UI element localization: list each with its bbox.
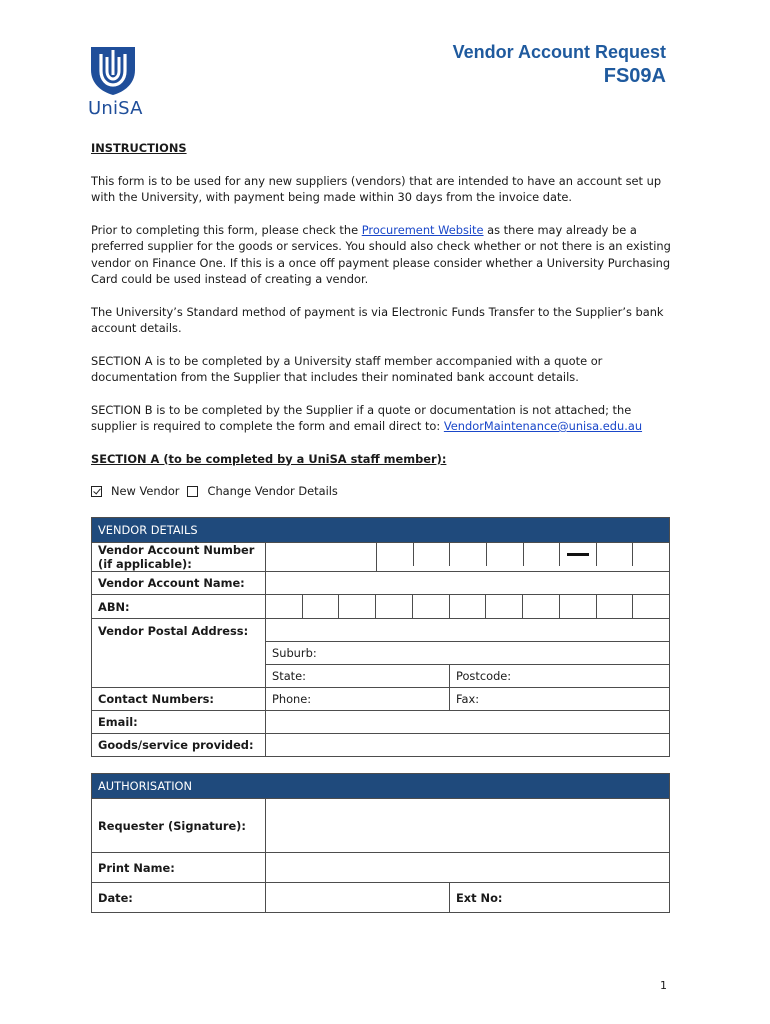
vendor-maintenance-email-link[interactable]: VendorMaintenance@unisa.edu.au xyxy=(443,419,643,433)
change-vendor-label: Change Vendor Details xyxy=(207,484,338,498)
page-number: 1 xyxy=(660,979,667,992)
p5-text: SECTION B is to be completed by the Supplier if a quote or documentation is not attached; the supplier is required to complete the form and email direct to: xyxy=(91,402,632,433)
p2-text-a: Prior to completing this form, please check the xyxy=(91,222,362,237)
account-name-field[interactable] xyxy=(266,572,670,595)
fax-field[interactable]: Fax: xyxy=(450,688,670,711)
account-number-label: Vendor Account Number (if applicable): xyxy=(92,543,266,572)
new-vendor-checkbox[interactable] xyxy=(91,486,102,497)
vendor-type-options xyxy=(91,484,338,498)
vendor-details-header: VENDOR DETAILS xyxy=(92,518,670,543)
authorisation-table xyxy=(91,773,670,913)
postcode-field[interactable]: Postcode: xyxy=(450,665,670,688)
instructions-p5 xyxy=(91,402,671,435)
dash-separator-icon xyxy=(567,553,589,556)
abn-boxes[interactable] xyxy=(266,595,670,619)
contact-numbers-label: Contact Numbers: xyxy=(92,688,266,711)
email-field[interactable] xyxy=(266,711,670,734)
section-a-heading: SECTION A (to be completed by a UniSA staff member): xyxy=(91,451,447,466)
ext-no-field[interactable]: Ext No: xyxy=(450,883,670,913)
procurement-website-link[interactable]: Procurement Website xyxy=(361,222,484,237)
instructions-p4: SECTION A is to be completed by a University staff member accompanied with a quote or documentation from the Supplier that includes their nominated bank account details. xyxy=(91,353,603,384)
form-title xyxy=(453,42,666,88)
abn-label: ABN: xyxy=(92,595,266,619)
state-field[interactable]: State: xyxy=(266,665,450,688)
postal-address-label: Vendor Postal Address: xyxy=(92,619,266,688)
p2-text-b: as there may already be a preferred supplier for the goods or services. You should also check whether or not there is an existing vendor on Finance One. If this is a once off payment please consider whether a University Purchasing Card could be used instead of creating a vendor. xyxy=(91,222,671,286)
goods-service-label: Goods/service provided: xyxy=(92,734,266,757)
form-title-text: Vendor Account Request xyxy=(452,42,666,62)
goods-service-field[interactable] xyxy=(266,734,670,757)
change-vendor-checkbox[interactable] xyxy=(187,486,198,497)
date-label: Date: xyxy=(92,883,266,913)
suburb-field[interactable]: Suburb: xyxy=(266,642,670,665)
print-name-label: Print Name: xyxy=(92,853,266,883)
vendor-details-table xyxy=(91,517,670,757)
instructions-block xyxy=(91,140,671,483)
form-code: FS09A xyxy=(603,65,666,87)
instructions-p2 xyxy=(91,222,671,288)
requester-signature-field[interactable] xyxy=(266,799,670,853)
print-name-field[interactable] xyxy=(266,853,670,883)
instructions-heading: INSTRUCTIONS xyxy=(91,141,187,155)
unisa-logo xyxy=(88,44,148,119)
instructions-p3: The University’s Standard method of payment is via Electronic Funds Transfer to the Supplier’s bank account details. xyxy=(91,304,664,335)
requester-signature-label: Requester (Signature): xyxy=(92,799,266,853)
new-vendor-label: New Vendor xyxy=(111,484,180,498)
authorisation-header: AUTHORISATION xyxy=(92,774,670,799)
postal-address-field[interactable] xyxy=(266,619,670,642)
instructions-p1: This form is to be used for any new suppliers (vendors) that are intended to have an account set up with the University, with payment being made within 30 days from the invoice date. xyxy=(91,173,662,204)
account-number-boxes[interactable] xyxy=(266,543,670,572)
account-name-label: Vendor Account Name: xyxy=(92,572,266,595)
logo-text: UniSA xyxy=(88,98,143,119)
unisa-shield-icon xyxy=(88,44,138,96)
email-label: Email: xyxy=(92,711,266,734)
date-field[interactable] xyxy=(266,883,450,913)
phone-field[interactable]: Phone: xyxy=(266,688,450,711)
